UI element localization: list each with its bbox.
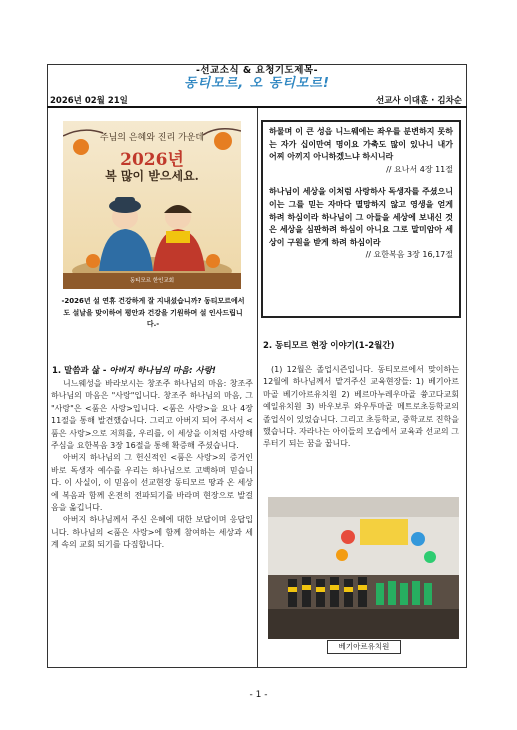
greeting-line-2: 2026년 — [120, 150, 184, 170]
issue-date: 2026년 02월 21일 — [50, 96, 128, 106]
verse-jonah: 하물며 이 큰 성읍 니느웨에는 좌우를 분변하지 못하는 자가 십이만여 명이요 가축도 많이 있나니 내가 어찌 아끼지 아니하겠느냐 하시니라 — [269, 127, 453, 162]
verse-john-reference: // 요한복음 3장 16,17절 — [365, 250, 453, 260]
greeting-line-1: 주님의 은혜와 진리 가운데 — [99, 133, 205, 143]
verse-jonah-reference: // 요나서 4장 11절 — [386, 164, 453, 174]
section-2-body — [263, 364, 459, 451]
section-1-body — [51, 378, 253, 552]
section-1-paragraph: 아버지 하나님의 그 헌신적인 <품은 사랑>의 증거인 바로 독생자 예수를 우리는 하나님으로 고백하며 믿습니다. 이 사실이, 이 믿음이 선교현장 동티모르 땅과 온 세상에 복음과 함께 온전히 전파되기를 바라며 현장으로 발걸음을 옮깁니다. — [51, 453, 253, 513]
section-1-heading-topic: 아버지 하나님의 마음: 사랑! — [109, 366, 216, 376]
graduation-scene — [268, 497, 459, 639]
section-1-heading-number: 1. 말씀과 삶 - — [52, 366, 110, 376]
page-number: - 1 - — [249, 690, 268, 700]
newsletter-subtitle: -선교소식 & 요청기도제목- — [195, 65, 319, 76]
author: 선교사 이대훈 · 김차순 — [375, 96, 462, 106]
new-year-greeting-image — [63, 121, 241, 289]
section-1-paragraph: 아버지 하나님께서 주신 은혜에 대한 보답이며 응답입니다. 하나님의 <품은 사랑>에 함께 참여하는 세상과 세계 속의 교회 되기를 다짐합니다. — [51, 515, 253, 550]
greeting-church: 동티모르 한인교회 — [129, 278, 175, 284]
column-divider — [257, 108, 258, 668]
section-2-heading: 2. 동티모르 현장 이야기(1-2월간) — [263, 341, 395, 351]
section-1-paragraph: 니느웨성을 바라보시는 창조주 하나님의 마음: 창조주 하나님의 마음은 "사랑"입니다. 창조주 하나님의 마음, 그 "사랑"은 <품은 사랑>입니다. <품은 사랑>을 요나 4장 11절을 통해 발견했습니다. 그리고 아버지 되어 주셔서 <품은 사랑>으로 저희를, 우리를, 이 세상을 이처럼 사랑해 주심을 요한복음 3장 16절을 통해 확증해 주셨습니다. — [51, 379, 253, 451]
kindergarten-graduation-photo — [268, 497, 459, 639]
greeting-line-3: 복 많이 받으세요. — [105, 169, 199, 183]
photo-caption: 베기아르유치원 — [327, 640, 401, 654]
newsletter-title: 동티모르, 오 동티모르! — [184, 76, 330, 91]
section-1-heading — [52, 364, 216, 376]
scripture-box — [261, 120, 461, 318]
greeting-caption: -2026년 설 연휴 건강하게 잘 지내셨습니까? 동티모르에서도 설날을 맞이하여 평안과 건강을 기원하며 설 인사드립니다.- — [61, 297, 245, 328]
section-2-paragraph: (1) 12월은 졸업시즌입니다. 동티모르에서 맞이하는 12월에 하나님께서 맡겨주신 교육현장들: 1) 베기아르마골 베기아르유치원 2) 베르마누레우마골 쓩고다교회 예일유치원 3) 바우보루 와우투마골 메트로초등학교의 졸업식이 있었습니다. 그리고 초등학교, 중학교로 진학을 했습니다. 자라나는 아이들의 모습에서 교육과 선교의 그루터기 되는 꿈을 꿉니다. — [263, 365, 459, 449]
verse-john: 하나님이 세상을 이처럼 사랑하사 독생자를 주셨으니 이는 그를 믿는 자마다 멸망하지 않고 영생을 얻게 하려 하심이라 하나님이 그 아들을 세상에 보내신 것은 세상을 심판하려 하심이 아니요 그로 말미암아 세상이 구원을 받게 하려 하심이라 — [269, 187, 453, 247]
